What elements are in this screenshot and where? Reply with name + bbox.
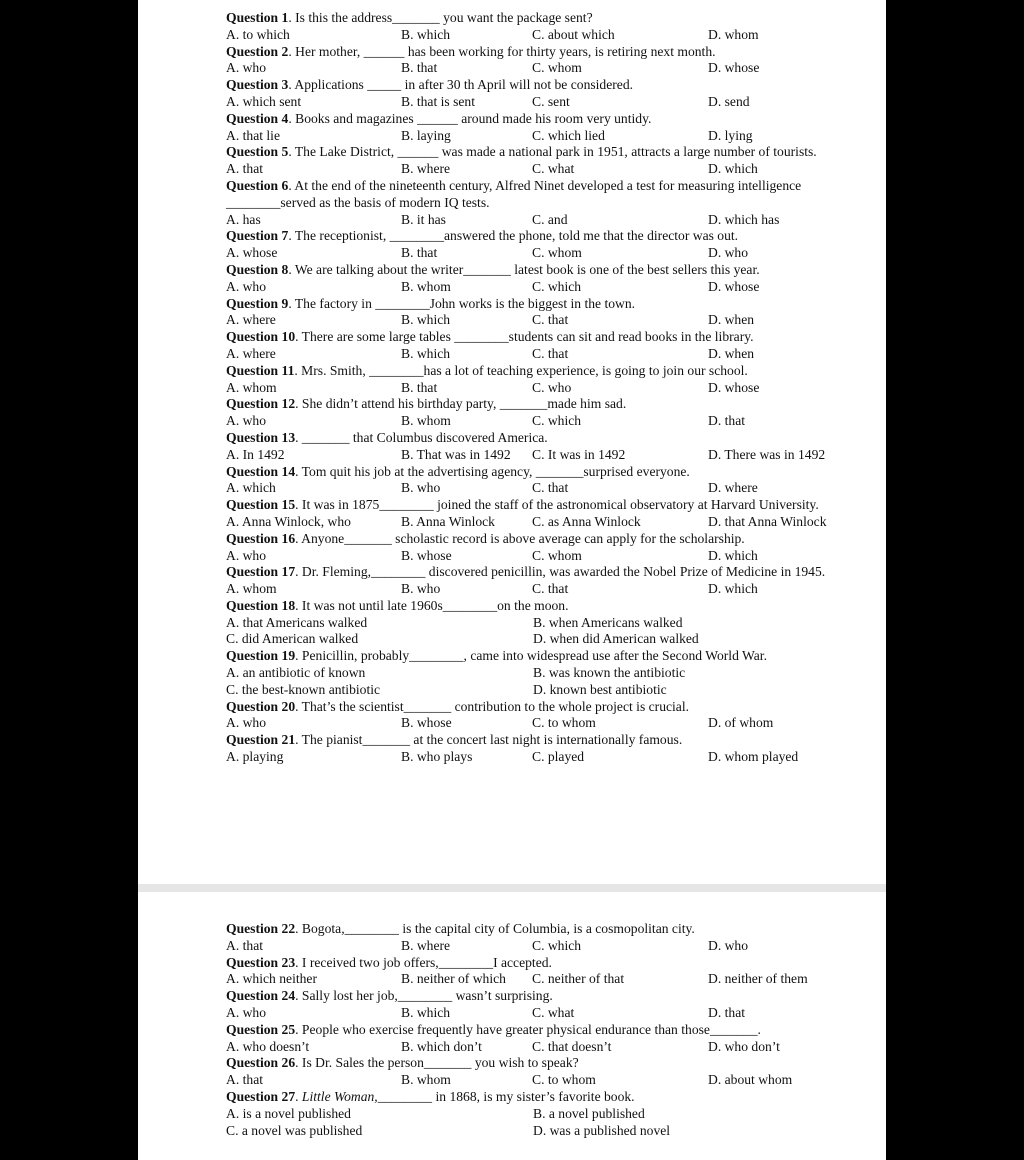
question-item [226,178,866,228]
option-d[interactable]: D. There was in 1492 [708,446,826,462]
question-item [226,262,866,296]
question-label: Question 21 [226,732,296,748]
question-text [226,464,866,481]
option-b[interactable]: B. whose [401,715,452,731]
option-a[interactable]: A. who [226,715,267,731]
question-body: . Is Dr. Sales the person_______ you wish to speak? [295,1055,579,1071]
question-label: Question 9 [226,295,289,311]
option-b[interactable]: B. which [401,1004,451,1020]
book-title: Little Woman, [301,1088,378,1104]
question-label: Question 1 [226,10,289,25]
option-b[interactable]: B. which [401,26,451,42]
option-d[interactable]: D. which has [708,211,780,227]
option-a[interactable]: A. which [226,480,276,496]
question-label: Question 4 [226,110,289,126]
option-c[interactable]: C. what [532,161,575,177]
option-c[interactable]: C. and [532,211,568,227]
option-a[interactable]: A. who [226,413,267,429]
question-item [226,598,866,648]
question-item [226,464,866,498]
answer-options [226,1106,866,1140]
question-body: . The factory in ________John works is the biggest in the town. [288,295,636,311]
question-item [226,564,866,598]
question-body: . There are some large tables ________students can sit and read books in the library. [295,329,754,345]
option-c[interactable]: C. whom [532,60,582,76]
answer-options [226,581,866,598]
option-c[interactable]: C. the best-known antibiotic [226,681,381,697]
option-d[interactable]: D. who [708,937,749,953]
answer-options [226,245,866,262]
question-label: Question 20 [226,698,296,714]
question-text [226,111,866,128]
question-body: . Anyone_______ scholastic record is above average can apply for the scholarship. [295,530,745,546]
option-a[interactable]: A. to which [226,26,290,42]
question-text [226,531,866,548]
option-b[interactable]: B. it has [401,211,446,227]
option-d[interactable]: D. neither of them [708,971,808,987]
question-label: Question 5 [226,144,289,160]
option-b[interactable]: B. that [401,379,438,395]
answer-options [226,27,866,44]
question-body: . At the end of the nineteenth century, Alfred Ninet developed a test for measuring intelligence ________served as the basis of modern IQ tests. [226,177,802,210]
option-c[interactable]: C. about which [532,26,615,42]
option-a[interactable]: A. that lie [226,127,280,143]
question-body: . Sally lost her job,________ wasn’t surprising. [295,988,553,1004]
answer-options [226,380,866,397]
question-body: . People who exercise frequently have greater physical endurance than those_______. [295,1021,761,1037]
answer-options [226,715,866,732]
option-d[interactable]: D. lying [708,127,753,143]
option-c[interactable]: C. that [532,345,569,361]
question-body: . Tom quit his job at the advertising agency, _______surprised everyone. [295,463,690,479]
question-text [226,921,866,938]
option-c[interactable]: C. a novel was published [226,1122,363,1138]
option-d[interactable]: D. whose [708,278,760,294]
question-body: . The Lake District, ______ was made a national park in 1951, attracts a large number of tourists. [288,144,817,160]
answer-options [226,279,866,296]
option-c[interactable]: C. which [532,937,582,953]
question-body: . _______ that Columbus discovered America. [295,429,548,445]
answer-options [226,212,866,229]
question-text [226,648,866,665]
question-item [226,955,866,989]
question-text [226,564,866,581]
option-a[interactable]: A. where [226,345,276,361]
option-d[interactable]: D. who [708,245,749,261]
option-c[interactable]: C. that doesn’t [532,1038,612,1054]
question-body: . Is this the address_______ you want the package sent? [288,10,593,25]
option-d[interactable]: D. of whom [708,715,774,731]
question-item [226,497,866,531]
question-item [226,1022,866,1056]
option-c[interactable]: C. It was in 1492 [532,446,626,462]
option-b[interactable]: B. who plays [401,749,473,765]
question-text [226,732,866,749]
option-a[interactable]: A. that [226,1072,263,1088]
answer-options [226,128,866,145]
question-label: Question 24 [226,988,296,1004]
option-a[interactable]: A. who [226,60,267,76]
question-label: Question 14 [226,463,296,479]
answer-options [226,161,866,178]
option-b[interactable]: B. Anna Winlock [401,513,495,529]
question-body: . I received two job offers,________I accepted. [295,954,552,970]
question-item [226,1089,866,1139]
option-c[interactable]: C. that [532,581,569,597]
question-item [226,648,866,698]
option-b[interactable]: B. that [401,245,438,261]
answer-options [226,413,866,430]
question-label: Question 25 [226,1021,296,1037]
option-a[interactable]: A. who doesn’t [226,1038,310,1054]
option-b[interactable]: B. whom [401,413,451,429]
question-text: Question 27. Little Woman,________ in 1868, is my sister’s favorite book. [226,1088,635,1104]
question-text [226,988,866,1005]
answer-options [226,346,866,363]
answer-options [226,938,866,955]
option-a[interactable]: A. Anna Winlock, who [226,513,351,529]
option-c[interactable]: C. that [532,312,569,328]
answer-options [226,514,866,531]
question-text [226,329,866,346]
question-item [226,988,866,1022]
option-a[interactable]: A. which sent [226,93,302,109]
option-a[interactable]: A. who [226,547,267,563]
question-label: Question 16 [226,530,296,546]
option-d[interactable]: D. which [708,161,758,177]
question-item [226,77,866,111]
option-c[interactable]: C. did American walked [226,631,359,647]
question-text [226,955,866,972]
question-text [226,1055,866,1072]
option-b[interactable]: B. That was in 1492 [401,446,511,462]
question-label: Question 13 [226,429,296,445]
question-item [226,228,866,262]
question-body: . It was in 1875________ joined the staff of the astronomical observatory at Harvard University. [295,497,819,513]
option-d[interactable]: D. when did American walked [533,631,699,647]
question-label: Question 3 [226,77,289,93]
option-a[interactable]: A. who [226,1004,267,1020]
question-label: Question 23 [226,954,296,970]
option-a[interactable]: A. that Americans walked [226,614,368,630]
option-d[interactable]: D. which [708,581,758,597]
question-item [226,329,866,363]
answer-options [226,1005,866,1022]
question-item [226,10,866,44]
option-c[interactable]: C. that [532,480,569,496]
option-b[interactable]: B. whom [401,1072,451,1088]
answer-options [226,971,866,988]
question-item [226,921,866,955]
answer-options [226,480,866,497]
question-item [226,1055,866,1089]
option-b[interactable]: B. that [401,60,438,76]
question-text [226,178,866,212]
question-text [226,77,866,94]
question-body: . We are talking about the writer_______ latest book is one of the best sellers this year. [288,261,760,277]
question-item [226,732,866,766]
option-d[interactable]: D. when [708,312,755,328]
question-item [226,430,866,464]
option-d[interactable]: D. send [708,93,750,109]
option-a[interactable]: A. whose [226,245,278,261]
question-text [226,296,866,313]
option-c[interactable]: C. as Anna Winlock [532,513,641,529]
option-c[interactable]: C. to whom [532,715,596,731]
question-label: Question 27 [226,1088,296,1104]
question-body: . The receptionist, ________answered the phone, told me that the director was out. [288,228,739,244]
option-a[interactable]: A. that [226,937,263,953]
question-text [226,497,866,514]
question-text [226,228,866,245]
option-a[interactable]: A. playing [226,749,284,765]
question-body: . Books and magazines ______ around made his room very untidy. [288,110,652,126]
option-a[interactable]: A. has [226,211,261,227]
option-b[interactable]: B. a novel published [533,1105,645,1121]
option-b[interactable]: B. neither of which [401,971,506,987]
option-d[interactable]: D. whose [708,379,760,395]
question-item [226,396,866,430]
page-separator [138,884,886,892]
option-a[interactable]: A. that [226,161,263,177]
option-b[interactable]: B. was known the antibiotic [533,665,686,681]
answer-options [226,1072,866,1089]
answer-options [226,447,866,464]
question-body: . Dr. Fleming,________ discovered penicillin, was awarded the Nobel Prize of Medicine in 1945. [295,564,826,580]
option-b[interactable]: B. which [401,345,451,361]
question-body: . Bogota,________ is the capital city of Columbia, is a cosmopolitan city. [295,921,695,936]
question-text [226,363,866,380]
question-text [226,262,866,279]
question-label: Question 12 [226,396,296,412]
question-item [226,44,866,78]
option-c[interactable]: C. which lied [532,127,605,143]
question-label: Question 2 [226,43,289,59]
question-text [226,598,866,615]
answer-options [226,749,866,766]
option-c[interactable]: C. sent [532,93,570,109]
question-text [226,396,866,413]
question-label: Question 26 [226,1055,296,1071]
question-text [226,10,866,27]
question-text [226,699,866,716]
option-c[interactable]: C. to whom [532,1072,596,1088]
answer-options [226,548,866,565]
option-c[interactable]: C. played [532,749,585,765]
option-b[interactable]: B. that is sent [401,93,476,109]
option-d[interactable]: D. known best antibiotic [533,681,667,697]
option-a[interactable]: A. who [226,278,267,294]
option-c[interactable]: C. whom [532,245,582,261]
question-label: Question 19 [226,648,296,664]
answer-options [226,312,866,329]
option-d[interactable]: D. where [708,480,758,496]
option-a[interactable]: A. whom [226,379,277,395]
question-body: . Mrs. Smith, ________has a lot of teaching experience, is going to join our school. [294,362,748,378]
option-b[interactable]: B. which [401,312,451,328]
question-item [226,296,866,330]
option-a[interactable]: A. whom [226,581,277,597]
option-a[interactable]: A. where [226,312,276,328]
question-item [226,111,866,145]
option-c[interactable]: C. whom [532,547,582,563]
option-b[interactable]: B. whose [401,547,452,563]
question-body: . The pianist_______ at the concert last night is internationally famous. [295,732,683,748]
option-d[interactable]: D. who don’t [708,1038,780,1054]
question-body: . Applications _____ in after 30 th April will not be considered. [288,77,634,93]
answer-options [226,60,866,77]
question-label: Question 10 [226,329,296,345]
option-a[interactable]: A. an antibiotic of known [226,665,366,681]
question-item [226,531,866,565]
question-text [226,1022,866,1039]
option-d[interactable]: D. whom [708,26,759,42]
question-label: Question 17 [226,564,296,580]
page-2 [138,892,886,1160]
question-label: Question 22 [226,921,296,936]
option-c[interactable]: C. neither of that [532,971,625,987]
question-text [226,44,866,61]
question-body: ________ in 1868, is my sister’s favorite book. [377,1088,635,1104]
option-a[interactable]: A. In 1492 [226,446,285,462]
option-b[interactable]: B. where [401,937,451,953]
option-b[interactable]: B. where [401,161,451,177]
option-d[interactable]: D. about whom [708,1072,793,1088]
option-d[interactable]: D. that [708,1004,745,1020]
answer-options [226,665,866,699]
option-c[interactable]: C. what [532,1004,575,1020]
question-label: Question 8 [226,261,289,277]
question-item [226,363,866,397]
question-body: . It was not until late 1960s________on the moon. [295,597,569,613]
question-item [226,144,866,178]
answer-options [226,94,866,111]
question-label: Question 6 [226,177,289,193]
option-b[interactable]: B. when Americans walked [533,614,683,630]
option-a[interactable]: A. is a novel published [226,1105,351,1121]
option-b[interactable]: B. who [401,480,441,496]
question-body: . She didn’t attend his birthday party, _______made him sad. [295,396,627,412]
option-d[interactable]: D. which [708,547,758,563]
option-a[interactable]: A. which neither [226,971,317,987]
question-body: . That’s the scientist_______ contribution to the whole project is crucial. [295,698,690,714]
question-label: Question 7 [226,228,289,244]
option-c[interactable]: C. which [532,278,582,294]
option-d[interactable]: D. whose [708,60,760,76]
option-d[interactable]: D. that [708,413,745,429]
option-d[interactable]: D. when [708,345,755,361]
option-b[interactable]: B. which don’t [401,1038,482,1054]
question-item [226,699,866,733]
option-d[interactable]: D. was a published novel [533,1122,671,1138]
question-text [226,144,866,161]
question-label: Question 11 [226,362,295,378]
option-b[interactable]: B. whom [401,278,451,294]
option-d[interactable]: D. that Anna Winlock [708,513,827,529]
question-label: Question 18 [226,597,296,613]
option-c[interactable]: C. which [532,413,582,429]
answer-options [226,1039,866,1056]
question-text [226,430,866,447]
answer-options [226,615,866,649]
question-label: Question 15 [226,497,296,513]
option-b[interactable]: B. who [401,581,441,597]
option-b[interactable]: B. laying [401,127,451,143]
question-body: . Her mother, ______ has been working for thirty years, is retiring next month. [288,43,716,59]
question-body: . Penicillin, probably________, came into widespread use after the Second World War. [295,648,767,664]
page-1 [138,0,886,884]
option-c[interactable]: C. who [532,379,572,395]
option-d[interactable]: D. whom played [708,749,799,765]
